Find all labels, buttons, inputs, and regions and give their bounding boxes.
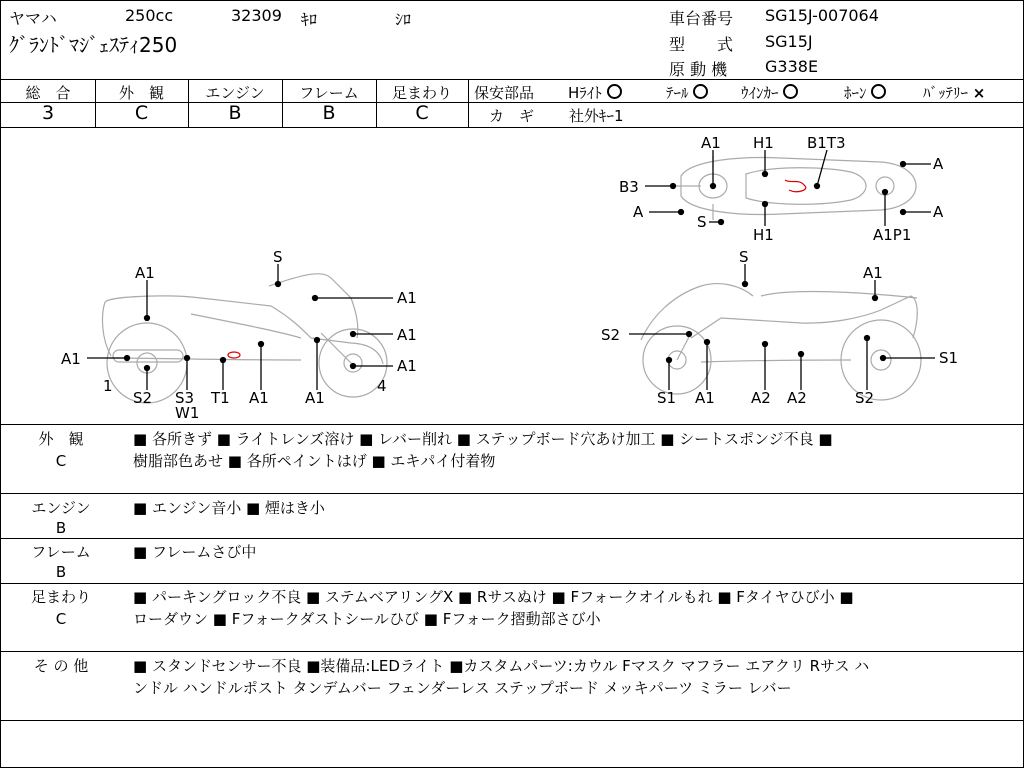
grade-engine-label: エンジン (205, 84, 265, 102)
diagram-label: A1 (397, 326, 417, 344)
diagram-label: A1 (397, 289, 417, 307)
key-value: 社外ｷｰ1 (569, 107, 624, 125)
diagram-label: T1 (211, 389, 230, 407)
note-other-text: ■ スタンドセンサー不良 ■装備品:LEDライト ■カスタムパーツ:カウル Fマスク マフラー エアクリ Rサス ハ ンドル ハンドルポスト タンデムバー フェンダーレス ステップボード メッキパーツ ミラー レバー (133, 657, 870, 697)
key-label: カ ギ (489, 107, 535, 125)
note-engine-category: エンジン (31, 499, 91, 517)
displacement: 250cc (125, 6, 174, 25)
diagram-label: S3 (175, 389, 195, 407)
grade-overall-value: 3 (41, 102, 55, 124)
note-frame-grade: B (55, 563, 67, 581)
diagram-label: A2 (787, 389, 807, 407)
frame-no: SG15J-007064 (765, 6, 879, 25)
note-engine-grade: B (55, 519, 67, 537)
safety-horn: ﾎｰﾝ (844, 82, 886, 103)
grade-frame-label: フレーム (299, 84, 359, 102)
diagram-label: H1 (753, 134, 774, 152)
diagram-label: S2 (133, 389, 153, 407)
safety-headlight: Hﾗｲﾄ (568, 82, 622, 103)
note-suspension-text: ■ パーキングロック不良 ■ ステムベアリングX ■ Rサスぬけ ■ Fフォークオイルもれ ■ Fタイヤひび小 ■ ローダウン ■ Fフォークダストシールひび ■ Fフォーク摺動部さび小 (133, 588, 854, 628)
note-exterior-category: 外 観 (38, 430, 84, 448)
grade-engine-value: B (228, 102, 242, 124)
diagram-label: A1 (135, 264, 155, 282)
grade-exterior-value: C (134, 102, 149, 124)
diagram-label: S (739, 248, 749, 266)
diagram-label: A1P1 (873, 226, 912, 244)
grade-overall-label: 総 合 (25, 84, 71, 102)
diagram-label: A1 (863, 264, 883, 282)
note-suspension-grade: C (55, 610, 67, 628)
scooter-left-view (103, 274, 387, 403)
diagram-label: H1 (753, 226, 774, 244)
diagram-label: A (633, 203, 644, 221)
circle-mark-icon (783, 84, 798, 99)
grade-frame-value: B (322, 102, 336, 124)
scooter-top-view (673, 156, 916, 220)
model-name: ｸﾞﾗﾝﾄﾞﾏｼﾞｪｽﾃｨ250 (9, 33, 178, 57)
diagram-label: A1 (701, 134, 721, 152)
diagram-label: S2 (601, 326, 621, 344)
grade-suspension-value: C (415, 102, 429, 124)
cross-mark-icon: × (972, 84, 986, 102)
diagram-label: W1 (175, 404, 200, 422)
diagram-label: 1 (103, 377, 113, 395)
circle-mark-icon (607, 84, 622, 99)
mileage: 32309 (231, 6, 282, 25)
mileage-unit: ｷﾛ (301, 10, 318, 29)
diagram-label: A1 (249, 389, 269, 407)
note-suspension-category: 足まわり (30, 588, 91, 606)
diagram-label: S (697, 213, 707, 231)
frame-no-label: 車台番号 (669, 9, 734, 28)
diagram-label: S1 (657, 389, 677, 407)
engine-value: G338E (765, 57, 819, 76)
grade-suspension-label: 足まわり (391, 84, 452, 102)
diagram-label: A1 (695, 389, 715, 407)
note-exterior-text: ■ 各所きず ■ ライトレンズ溶け ■ レバー削れ ■ ステップボード穴あけ加工 ■ シートスポンジ不良 ■ 樹脂部色あせ ■ 各所ペイントはげ ■ エキパイ付着物 (133, 430, 833, 470)
diagram-label: A1 (397, 357, 417, 375)
safety-tail: ﾃｰﾙ (666, 82, 708, 103)
type-value: SG15J (765, 32, 813, 51)
diagram-label: A1 (305, 389, 325, 407)
type-label: 型 式 (669, 35, 734, 54)
diagram-label: S (273, 248, 283, 266)
safety-battery: ﾊﾞｯﾃﾘｰ × (923, 84, 986, 102)
diagram-label: A1 (61, 350, 81, 368)
diagram-label: B3 (619, 178, 639, 196)
diagram-label: A (933, 203, 944, 221)
maker: ヤマハ (9, 9, 57, 28)
diagram-label: A2 (751, 389, 771, 407)
diagram-labels (61, 134, 958, 422)
note-frame-text: ■ フレームさび中 (133, 543, 257, 561)
safety-title: 保安部品 (474, 84, 535, 102)
note-engine-text: ■ エンジン音小 ■ 煙はき小 (133, 499, 325, 517)
note-frame-category: フレーム (31, 543, 91, 561)
engine-label: 原 動 機 (669, 60, 728, 79)
diagram-label: A (933, 155, 944, 173)
diagram-label: S2 (855, 389, 875, 407)
diagram-label: 4 (377, 377, 387, 395)
grade-exterior-label: 外 観 (118, 84, 164, 102)
damage-diagram (1, 128, 1023, 424)
safety-winker: ｳｲﾝｶｰ (741, 82, 798, 103)
diagram-label: B1T3 (807, 134, 846, 152)
color: ｼﾛ (395, 10, 412, 29)
damage-pointer-lines (87, 150, 935, 390)
diagram-label: S1 (939, 349, 959, 367)
scooter-right-view (641, 284, 921, 400)
circle-mark-icon (693, 84, 708, 99)
note-other-category: そ の 他 (33, 657, 89, 675)
circle-mark-icon (871, 84, 886, 99)
note-exterior-grade: C (55, 452, 67, 470)
